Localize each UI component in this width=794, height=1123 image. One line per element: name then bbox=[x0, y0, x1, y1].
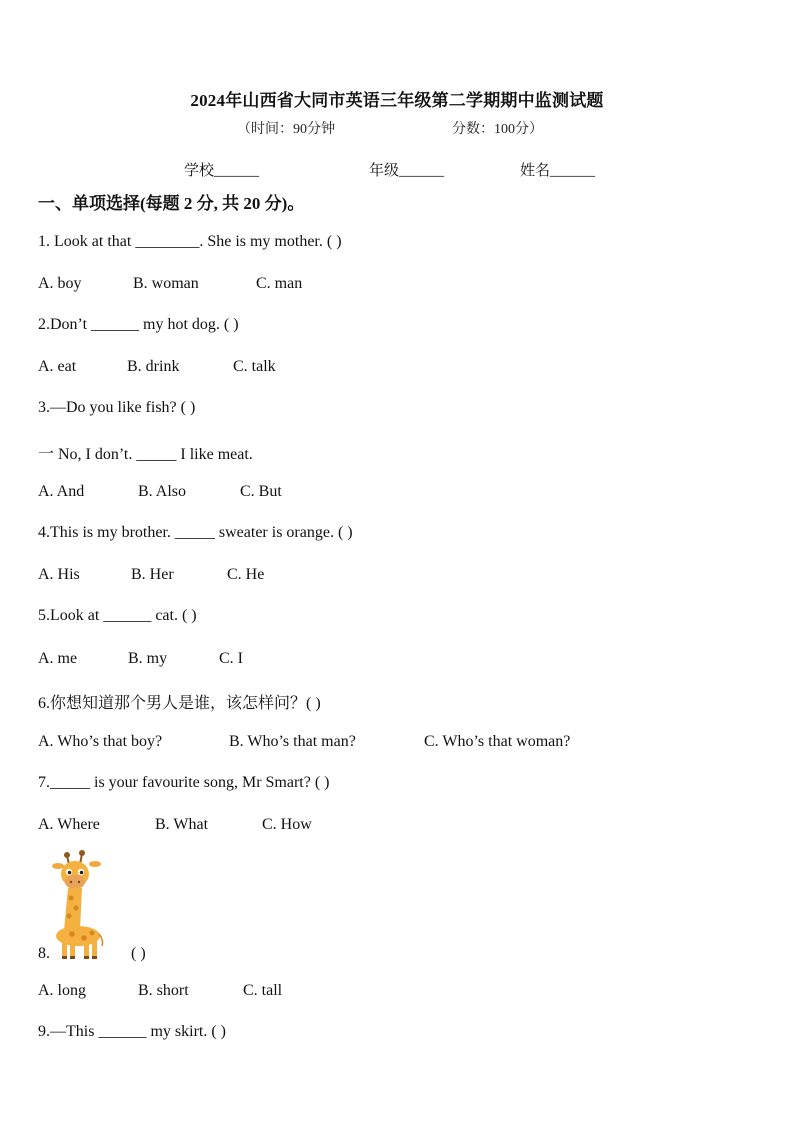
question-5: 5.Look at ______ cat. ( ) bbox=[38, 607, 197, 624]
q4-option-b: B. Her bbox=[131, 566, 174, 583]
q2-option-a: A. eat bbox=[38, 358, 77, 375]
q4-option-a: A. His bbox=[38, 566, 80, 583]
q7-option-c: C. How bbox=[262, 816, 312, 833]
q8-option-c: C. tall bbox=[243, 982, 283, 999]
question-4: 4.This is my brother. _____ sweater is orange. ( ) bbox=[38, 524, 353, 541]
q6-option-a: A. Who’s that boy? bbox=[38, 733, 163, 750]
page-title: 2024年山西省大同市英语三年级第二学期期中监测试题 bbox=[190, 91, 604, 110]
question-7: 7._____ is your favourite song, Mr Smart? ( ) bbox=[38, 774, 330, 791]
question-2: 2.Don’t ______ my hot dog. ( ) bbox=[38, 316, 239, 333]
q3-option-a: A. And bbox=[38, 483, 85, 500]
school-field: 学校______ bbox=[184, 163, 260, 179]
q7-option-b: B. What bbox=[155, 816, 209, 833]
q5-option-c: C. I bbox=[219, 650, 243, 667]
question-3: 3.—Do you like fish? ( ) bbox=[38, 399, 196, 416]
q3-option-b: B. Also bbox=[138, 483, 187, 500]
question-6: 6.你想知道那个男人是谁，该怎样问？( ) bbox=[38, 695, 321, 712]
q4-option-c: C. He bbox=[227, 566, 265, 583]
grade-field: 年级______ bbox=[369, 163, 445, 179]
q1-option-c: C. man bbox=[256, 275, 303, 292]
q2-option-c: C. talk bbox=[233, 358, 276, 375]
q6-option-c: C. Who’s that woman? bbox=[424, 733, 571, 750]
question-8-number: 8. bbox=[38, 945, 50, 962]
q5-option-a: A. me bbox=[38, 650, 78, 667]
question-8-answer-paren: ( ) bbox=[131, 945, 146, 962]
q1-option-a: A. boy bbox=[38, 275, 82, 292]
giraffe-picture bbox=[50, 850, 106, 962]
question-1: 1. Look at that ________. She is my mother. ( ) bbox=[38, 233, 342, 250]
q8-option-a: A. long bbox=[38, 982, 86, 999]
q7-option-a: A. Where bbox=[38, 816, 100, 833]
question-9: 9.—This ______ my skirt. ( ) bbox=[38, 1023, 226, 1040]
q5-option-b: B. my bbox=[128, 650, 168, 667]
q3-option-c: C. But bbox=[240, 483, 282, 500]
q1-option-b: B. woman bbox=[133, 275, 199, 292]
question-3-answer-line: 一 No, I don’t. _____ I like meat. bbox=[38, 446, 253, 463]
name-field: 姓名______ bbox=[520, 163, 596, 179]
section-heading: 一、单项选择(每题 2 分, 共 20 分)。 bbox=[38, 194, 305, 213]
exam-time: （时间：90分钟 bbox=[237, 122, 335, 137]
q8-option-b: B. short bbox=[138, 982, 189, 999]
exam-score: 分数：100分） bbox=[452, 122, 543, 137]
q6-option-b: B. Who’s that man? bbox=[229, 733, 356, 750]
q2-option-b: B. drink bbox=[127, 358, 180, 375]
